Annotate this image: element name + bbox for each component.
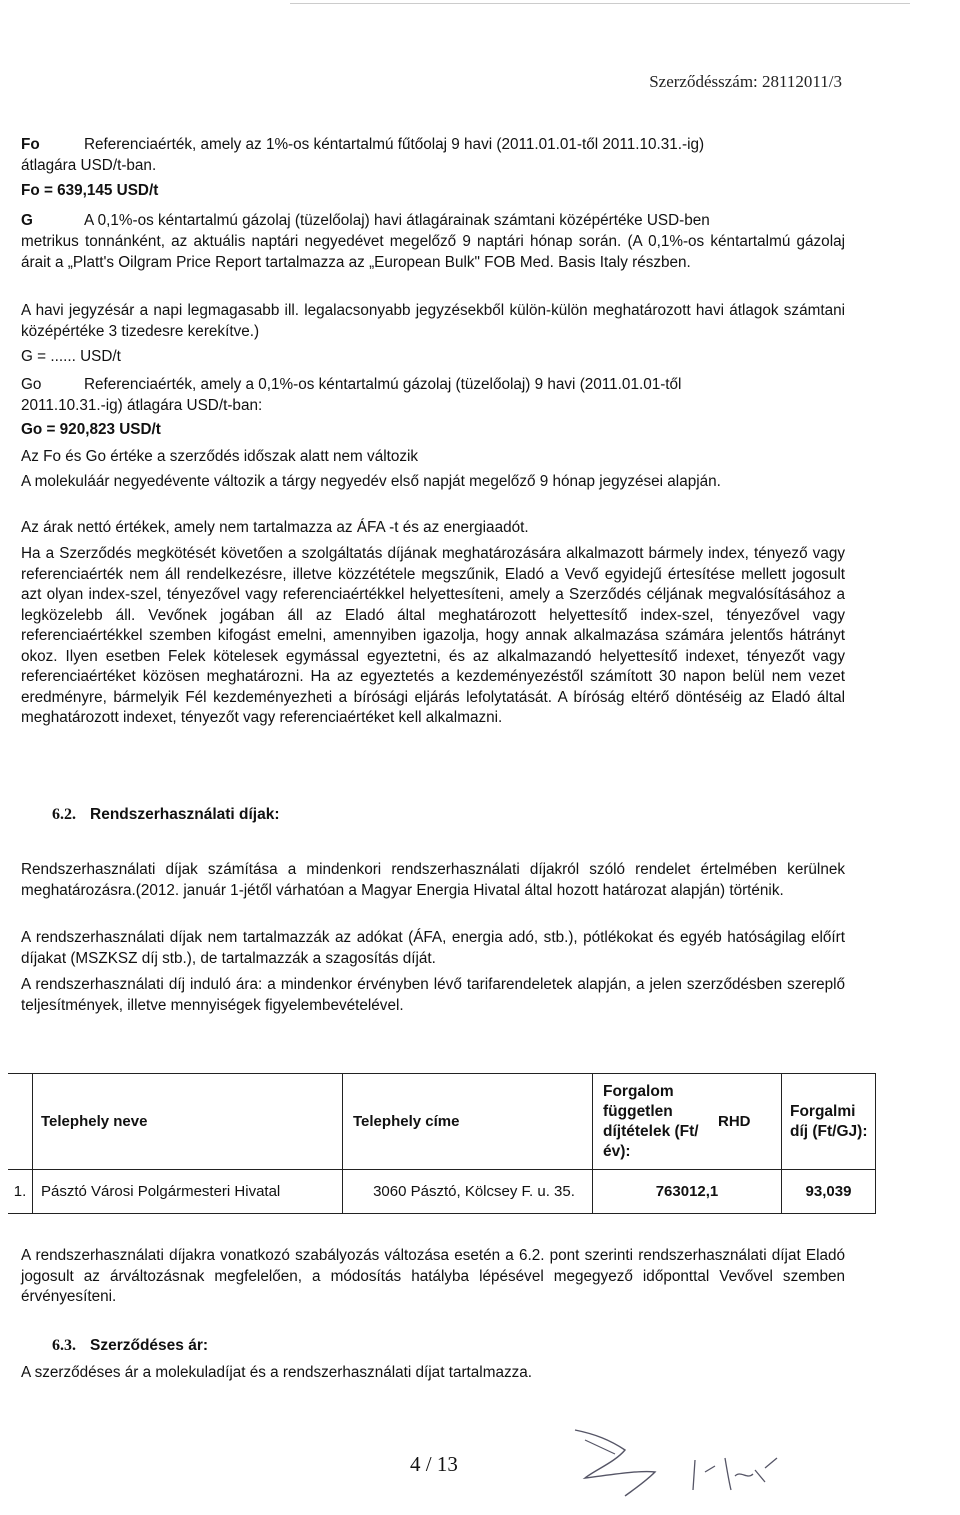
g-label: G	[21, 212, 33, 229]
fo-label: Fo	[21, 136, 40, 153]
paragraph-net-prices: Az árak nettó értékek, amely nem tartalmazza az ÁFA -t és az energiaadót.	[21, 519, 529, 536]
row-fixed-fee: 763012,1	[593, 1170, 782, 1214]
paragraph-molecule: A molekuláár negyedévente változik a tárgy negyedév első napját megelőző 9 hónap jegyzései alapján.	[21, 473, 721, 490]
header-rhd: RHD	[714, 1074, 782, 1170]
table-header-row	[8, 1074, 876, 1170]
header-num-cell	[8, 1074, 33, 1170]
row-site-address: 3060 Pásztó, Kölcsey F. u. 35.	[343, 1170, 593, 1214]
fo-value: Fo = 639,145 USD/t	[21, 182, 159, 199]
contract-number: Szerződésszám: 28112011/3	[649, 72, 842, 91]
section-6-3-title: Szerződéses ár:	[90, 1337, 209, 1354]
g-text-first: A 0,1%-os kéntartalmú gázolaj (tüzelőolaj) havi átlagárainak számtani középértéke USD-ben	[84, 212, 710, 229]
page-number: 4 / 13	[410, 1452, 458, 1476]
site-fee-table	[8, 1073, 876, 1214]
header-fixed-fee: Forgalom független díjtételek (Ft/év):	[593, 1074, 715, 1170]
section-6-2-heading	[52, 806, 280, 824]
section-6-2-paragraph-1: Rendszerhasználati díjak számítása a mindenkori rendszerhasználati díjakról szóló rendelet értelmében kerülnek meghatározásra.(2012. január 1-jétől várhatóan a Magyar Energia Hivatal által hozott határozat alapján) történik.	[21, 861, 845, 899]
row-num: 1.	[8, 1170, 33, 1214]
row-site-name: Pásztó Városi Polgármesteri Hivatal	[33, 1170, 343, 1214]
scan-edge-line	[290, 3, 910, 4]
section-6-3-heading	[52, 1337, 208, 1355]
header-traffic-fee: Forgalmi díj (Ft/GJ):	[782, 1074, 876, 1170]
section-6-3-paragraph: A szerződéses ár a molekuladíjat és a rendszerhasználati díjat tartalmazza.	[21, 1364, 533, 1381]
paragraph-fo-go: Az Fo és Go értéke a szerződés időszak alatt nem változik	[21, 448, 419, 465]
g-note: A havi jegyzésár a napi legmagasabb ill. legalacsonyabb jegyzésekből külön-külön meghatározott havi átlagok számtani középértéke 3 tizedesre kerekítve.)	[21, 302, 845, 340]
header-site-name: Telephely neve	[33, 1074, 343, 1170]
go-value: Go = 920,823 USD/t	[21, 421, 161, 438]
paragraph-index-substitution: Ha a Szerződés megkötését követően a szolgáltatás díjának meghatározására alkalmazott bármely index, tényező vagy referenciaérték nem áll rendelkezésre, illetve közzététele megszűnik, Eladó a Vevő egyidejű értesítése mellett jogosult azt olyan index-szel, tényezővel vagy referenciaértékkel helyettesíteni, amely a Szerződés céljának megvalósításához a legközelebb áll. Vevőnek jogában áll az Eladó által meghatározott helyettesítő index-szel, tényezővel vagy referenciaértékkel szemben kifogást emelni, amennyiben igazolja, hogy annak alkalmazása számára jelentős hátrányt okoz. Ilyen esetben Felek kötelesek egymással egyeztetni, és az alkalmazandó helyettesítő indexet, tényezőt vagy referenciaértéket közösen meghatározni. Ha az egyeztetés a kezdeményezéstől számított 30 napon belül nem vezet eredményre, bármelyik Fél kezdeményezheti a bírósági eljárás lefolytatását. A bíróság eltérő döntéséig az Eladó által meghatározott indexet, tényezőt vagy referenciaértéket kell alkalmazni.	[21, 545, 845, 726]
g-text-rest: metrikus tonnánként, az aktuális naptári negyedévet megelőző 9 naptári hónap során. (A 0,1%-os kéntartalmú gázolaj árait a „Platt's Oilgram Price Report tartalmazza az „European Bulk" FOB Med. Basis Italy részben.	[21, 233, 845, 271]
section-6-2-title: Rendszerhasználati díjak:	[90, 806, 280, 823]
row-traffic-fee: 93,039	[782, 1170, 876, 1214]
table-row	[8, 1170, 876, 1214]
fo-text-2: átlagára USD/t-ban.	[21, 157, 157, 174]
go-text-2: 2011.10.31.-ig) átlagára USD/t-ban:	[21, 397, 263, 414]
section-6-2-paragraph-2: A rendszerhasználati díjak nem tartalmazzák az adókat (ÁFA, energia adó, stb.), pótlékokat és egyéb hatóságilag előírt díjakat (MSZKSZ díj stb.), de tartalmazzák a szagosítás díját.	[21, 929, 845, 967]
go-label: Go	[21, 376, 42, 393]
paragraph-after-table: A rendszerhasználati díjakra vonatkozó szabályozás változása esetén a 6.2. pont szerinti rendszerhasználati díjat Eladó jogosult az árváltozásnak megfelelően, a módosítás hatályba lépésével megegyező időponttal Vevővel szemben érvényesíteni.	[21, 1247, 845, 1305]
g-value: G = ...... USD/t	[21, 348, 121, 365]
fo-text: Referenciaérték, amely az 1%-os kéntartalmú fűtőolaj 9 havi (2011.01.01-től 2011.10.31.-ig)	[84, 136, 705, 153]
section-6-2-paragraph-3: A rendszerhasználati díj induló ára: a mindenkor érvényben lévő tarifarendeletek alapján, a jelen szerződésben szereplő teljesítmények, illetve mennyiségek figyelembevételével.	[21, 976, 845, 1014]
header-site-address: Telephely címe	[343, 1074, 593, 1170]
handwritten-initials-signature	[555, 1420, 855, 1510]
section-6-2-number: 6.2.	[52, 806, 76, 823]
section-6-3-number: 6.3.	[52, 1337, 76, 1354]
go-text: Referenciaérték, amely a 0,1%-os kéntartalmú gázolaj (tüzelőolaj) 9 havi (2011.01.01-től	[84, 376, 682, 393]
